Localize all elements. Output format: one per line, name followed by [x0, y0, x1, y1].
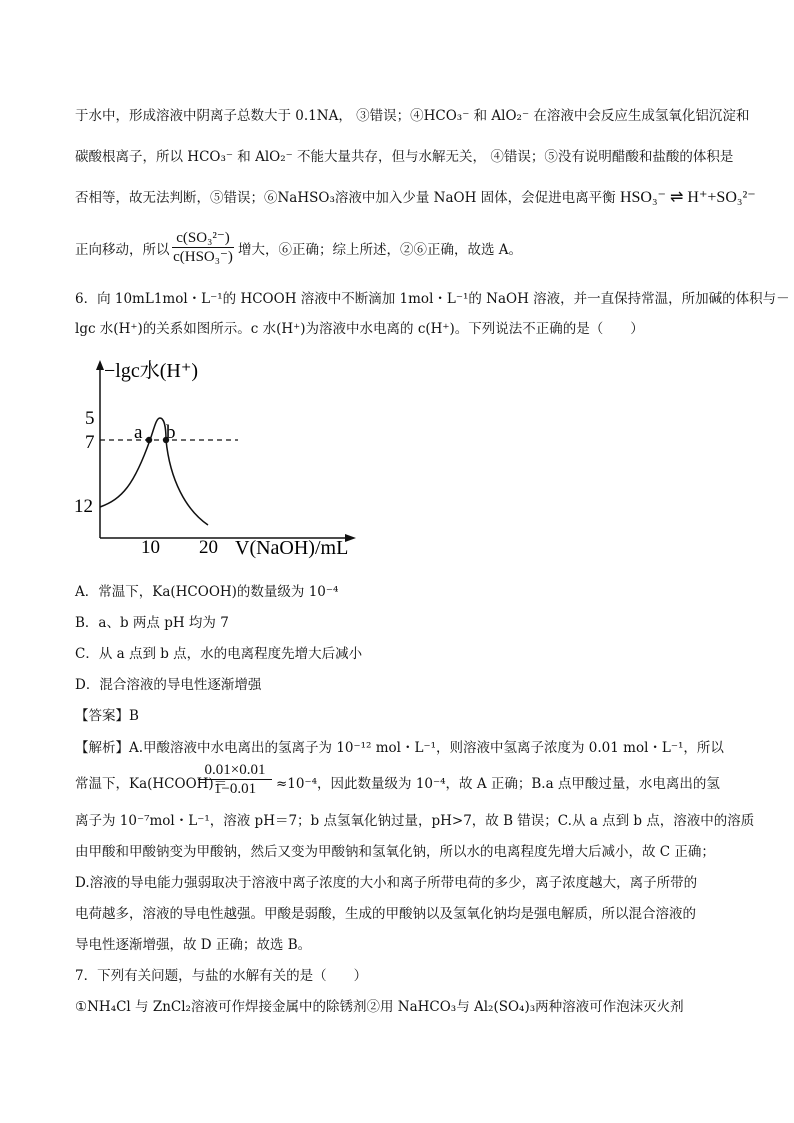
q6-stem-line-1: 6．向 10mL1mol・L⁻¹的 HCOOH 溶液中不断滴加 1mol・L⁻¹的 NaOH 溶液，并一直保持常温，所加碱的体积与－ — [75, 291, 790, 307]
q7-items: ①NH₄Cl 与 ZnCl₂溶液可作焊接金属中的除锈剂②用 NaHCO₃与 Al₂(SO₄)₃两种溶液可作泡沫灭火剂 — [75, 999, 684, 1015]
ratio-denominator: c(HSO₃⁻) — [173, 249, 233, 265]
solution-line-1: 于水中，形成溶液中阴离子总数大于 0.1NA， ③错误；④HCO₃⁻ 和 AlO₂⁻ 在溶液中会反应生成氢氧化铝沉淀和 — [75, 108, 750, 124]
titration-graph — [60, 355, 370, 560]
ratio-fraction — [172, 230, 234, 266]
x-tick-20: 20 — [199, 537, 218, 558]
equilibrium-equation: HSO₃⁻ ⇌ H⁺+SO₃²⁻ — [619, 189, 756, 206]
solution-line-3 — [75, 188, 756, 208]
solution-line-3-text: 否相等，故无法判断，⑤错误；⑥NaHSO₃溶液中加入少量 NaOH 固体，会促进电离平衡 — [75, 190, 616, 206]
q6-explanation-2-prefix: 常温下，Ka(HCOOH)＝ — [75, 776, 228, 792]
solution-line-4-suffix: 增大，⑥正确；综上所述，②⑥正确，故选 A。 — [238, 242, 523, 258]
y-tick-12: 12 — [74, 496, 93, 517]
q6-option-b: B．a、b 两点 pH 均为 7 — [75, 615, 229, 631]
q6-explanation-2-suffix: ≈10⁻⁴，因此数量级为 10⁻⁴，故 A 正确；B.a 点甲酸过量，水电离出的氢 — [276, 776, 720, 792]
q6-option-a: A．常温下，Ka(HCOOH)的数量级为 10⁻⁴ — [75, 584, 339, 600]
y-axis-label: −lgc水(H⁺) — [104, 360, 199, 382]
y-axis-arrow — [96, 360, 104, 370]
q6-option-c: C．从 a 点到 b 点，水的电离程度先增大后减小 — [75, 646, 363, 662]
x-axis-label: V(NaOH)/mL — [235, 537, 349, 559]
q6-explanation-1: 【解析】A.甲酸溶液中水电离出的氢离子为 10⁻¹² mol・L⁻¹，则溶液中氢离子浓度为 0.01 mol・L⁻¹，所以 — [75, 740, 724, 756]
q7-stem: 7．下列有关问题，与盐的水解有关的是（ ） — [75, 968, 368, 984]
q6-explanation-3: 离子为 10⁻⁷mol・L⁻¹，溶液 pH＝7；b 点氢氧化钠过量，pH>7，故 B 错误；C.从 a 点到 b 点，溶液中的溶质 — [75, 813, 755, 829]
q6-answer: 【答案】B — [75, 708, 139, 724]
q6-explanation-6: 电荷越多，溶液的导电性越强。甲酸是弱酸，生成的甲酸钠以及氢氧化钠均是强电解质，所以混合溶液的 — [75, 906, 696, 922]
q6-stem-line-2: lgc 水(H⁺)的关系如图所示。c 水(H⁺)为溶液中水电离的 c(H⁺)。下列说法不正确的是（ ） — [75, 321, 644, 337]
point-a — [146, 437, 152, 443]
y-tick-7: 7 — [85, 432, 95, 453]
solution-line-4-prefix: 正向移动，所以 — [75, 242, 170, 258]
point-a-label: a — [134, 422, 143, 443]
ka-fraction — [198, 762, 272, 798]
ka-denominator: 1−0.01 — [213, 781, 257, 797]
q6-option-d: D．混合溶液的导电性逐渐增强 — [75, 677, 262, 693]
q6-explanation-7: 导电性逐渐增强，故 D 正确；故选 B。 — [75, 937, 312, 953]
titration-curve — [100, 418, 208, 525]
y-tick-5: 5 — [85, 408, 95, 429]
solution-line-2: 碳酸根离子，所以 HCO₃⁻ 和 AlO₂⁻ 不能大量共存，但与水解无关， ④错误；⑤没有说明醋酸和盐酸的体积是 — [75, 149, 734, 165]
x-tick-10: 10 — [141, 537, 160, 558]
ka-numerator: 0.01×0.01 — [198, 762, 272, 780]
ratio-numerator: c(SO₃²⁻) — [172, 230, 234, 248]
q6-explanation-5: D.溶液的导电能力强弱取决于溶液中离子浓度的大小和离子所带电荷的多少，离子浓度越大，离子所带的 — [75, 875, 698, 891]
point-b-label: b — [166, 422, 176, 443]
q6-explanation-4: 由甲酸和甲酸钠变为甲酸钠，然后又变为甲酸钠和氢氧化钠，所以水的电离程度先增大后减小，故 C 正确； — [75, 844, 715, 860]
